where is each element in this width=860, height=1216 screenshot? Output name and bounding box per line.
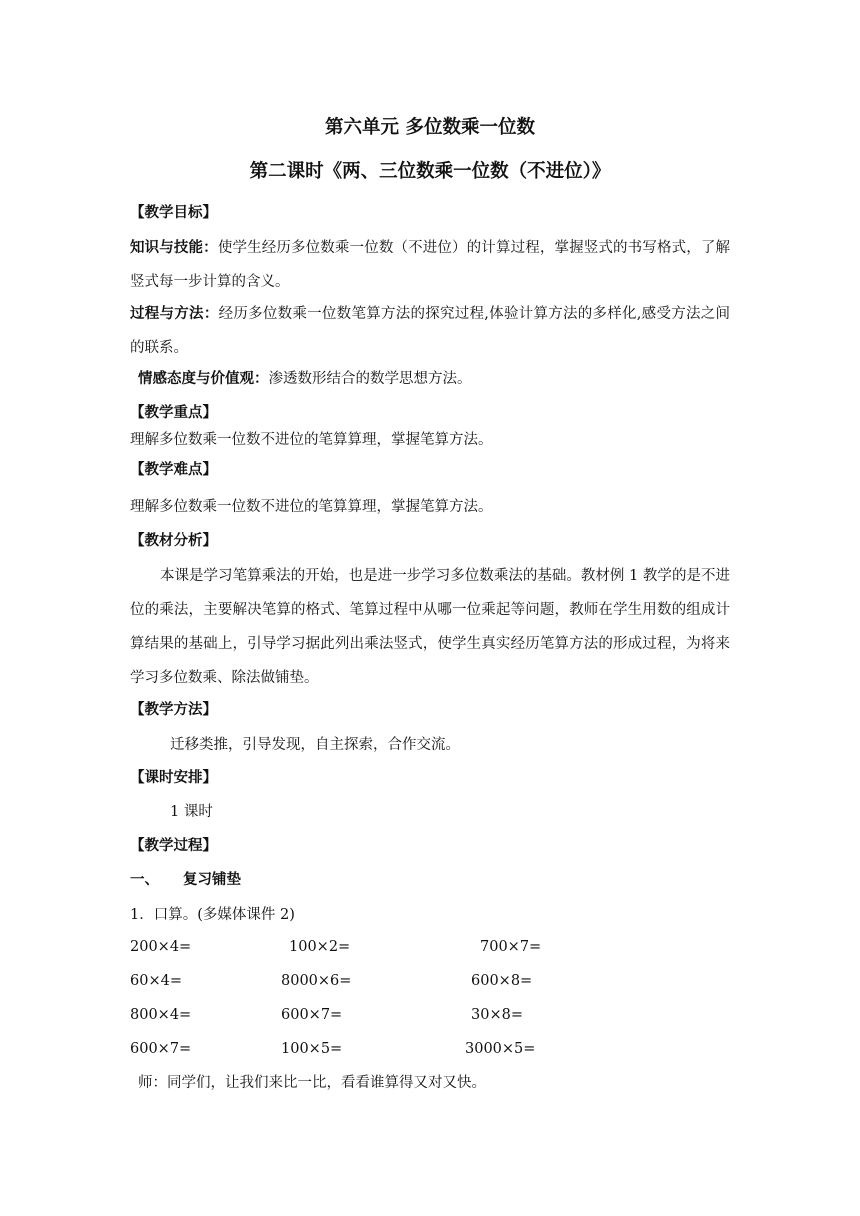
process-label: 过程与方法：	[130, 306, 219, 322]
calc-cell: 30×8=	[471, 1007, 523, 1023]
attitude-paragraph	[138, 369, 472, 389]
key-text: 理解多位数乘一位数不进位的笔算算理，掌握笔算方法。	[130, 432, 493, 448]
calc-cell: 3000×5=	[465, 1041, 536, 1057]
knowledge-label: 知识与技能：	[130, 240, 218, 256]
calc-cell: 100×2=	[289, 939, 351, 955]
schedule-heading: 【课时安排】	[130, 770, 217, 786]
calc-cell: 600×7=	[130, 1041, 192, 1057]
difficulty-heading: 【教学难点】	[130, 462, 217, 478]
process-paragraph	[130, 297, 730, 365]
knowledge-text: 使学生经历多位数乘一位数（不进位）的计算过程，掌握竖式的书写格式，了解竖式每一步计算的含义。	[130, 240, 730, 290]
goals-heading: 【教学目标】	[130, 205, 217, 221]
method-text: 迁移类推，引导发现，自主探索，合作交流。	[170, 737, 460, 753]
calc-cell: 800×4=	[130, 1007, 192, 1023]
lesson-title: 第二课时《两、三位数乘一位数（不进位）》	[249, 161, 611, 182]
attitude-text: 渗透数形结合的数学思想方法。	[268, 371, 472, 387]
analysis-heading: 【教材分析】	[130, 533, 217, 549]
calc-cell: 700×7=	[480, 939, 542, 955]
calc-cell: 600×7=	[281, 1007, 343, 1023]
section1-title: 复习铺垫	[183, 872, 241, 888]
process-heading: 【教学过程】	[130, 838, 217, 854]
calc-cell: 200×4=	[130, 939, 192, 955]
section1-number: 一、	[130, 872, 159, 888]
difficulty-text: 理解多位数乘一位数不进位的笔算算理，掌握笔算方法。	[130, 499, 493, 515]
key-heading: 【教学重点】	[130, 405, 217, 421]
item1-text: 1．口算。(多媒体课件 2)	[130, 907, 295, 923]
calc-cell: 8000×6=	[281, 973, 352, 989]
analysis-text: 本课是学习笔算乘法的开始，也是进一步学习多位数乘法的基础。教材例 1 教学的是不进位的乘法，主要解决笔算的格式、笔算过程中从哪一位乘起等问题，教师在学生用数的组成计算结果的基础上，引导学习据此列出乘法竖式，使学生真实经历笔算方法的形成过程，为将来学习多位数乘、除法做铺垫。	[130, 568, 730, 686]
unit-title: 第六单元 多位数乘一位数	[325, 117, 535, 138]
process-text: 经历多位数乘一位数笔算方法的探究过程,体验计算方法的多样化,感受方法之间的联系。	[130, 306, 730, 356]
teacher-line: 师：同学们，让我们来比一比，看看谁算得又对又快。	[138, 1075, 486, 1091]
calc-cell: 100×5=	[281, 1041, 343, 1057]
schedule-text: 1 课时	[170, 804, 213, 820]
knowledge-paragraph	[130, 231, 730, 299]
calc-cell: 600×8=	[471, 973, 533, 989]
attitude-label: 情感态度与价值观：	[138, 371, 269, 387]
method-heading: 【教学方法】	[130, 702, 217, 718]
calc-cell: 60×4=	[130, 973, 182, 989]
